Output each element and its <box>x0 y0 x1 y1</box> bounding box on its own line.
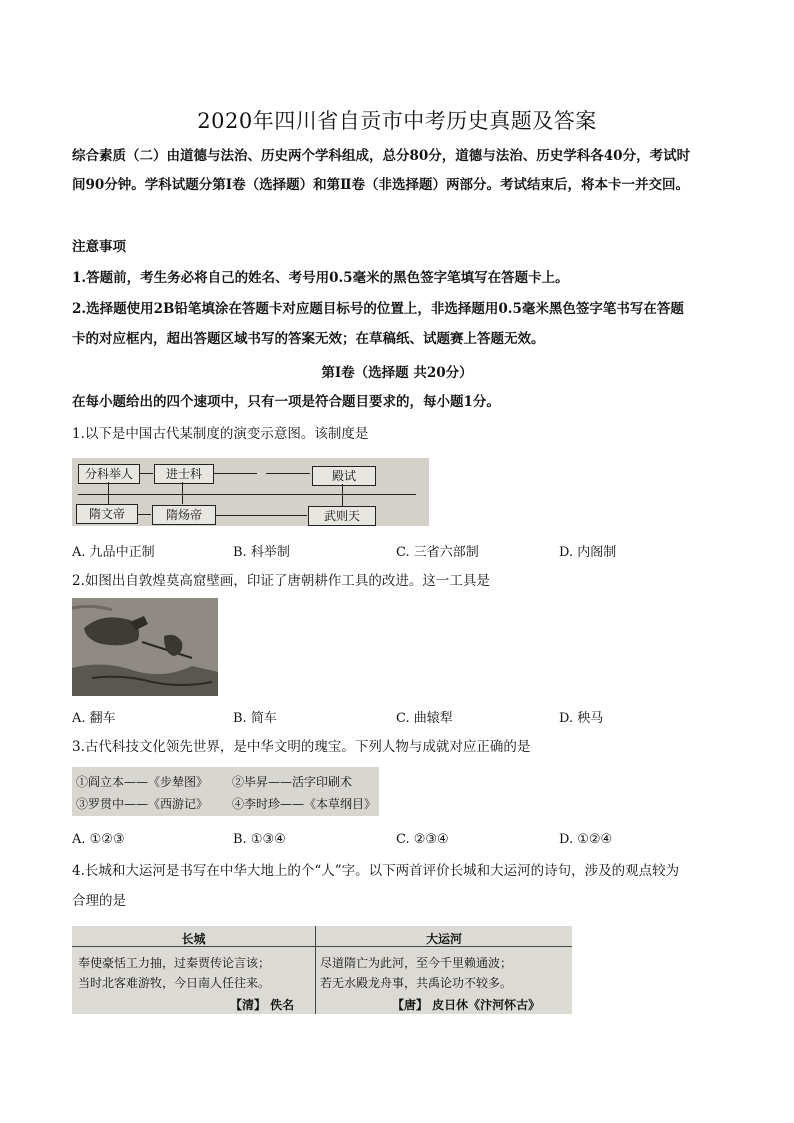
mural-illustration <box>72 598 218 696</box>
poem-great-wall <box>72 926 316 1014</box>
question-3-figure <box>72 767 379 816</box>
fig1-box-bottom-2: 隋炀帝 <box>152 505 216 525</box>
question-1-figure <box>72 458 429 526</box>
poem-grand-canal-line-2: 若无水殿龙舟事，共禹论功不较多。 <box>320 976 513 990</box>
q3-option-b[interactable]: B. ①③④ <box>233 832 286 847</box>
page-title: 2020年四川省自贡市中考历史真题及答案 <box>197 109 597 133</box>
question-4-stem-2: 合理的是 <box>72 893 126 909</box>
fig3-line-1-right: ②毕昇——活字印刷术 <box>232 775 353 789</box>
question-1-options <box>72 541 724 561</box>
q2-option-d[interactable]: D. 秧马 <box>559 711 604 726</box>
section-instruction: 在每小题给出的四个速项中，只有一项是符合题目要求的，每小题1分。 <box>72 394 500 410</box>
fig1-box-bottom-3: 武则天 <box>308 506 376 526</box>
q2-option-a[interactable]: A. 翻车 <box>72 711 116 726</box>
fig1-box-top-1: 分科举人 <box>78 464 140 484</box>
question-3-stem: 3.古代科技文化领先世界，是中华文明的瑰宝。下列人物与成就对应正确的是 <box>72 739 531 755</box>
notice-item-2-cont: 卡的对应框内，超出答题区域书写的答案无效；在草稿纸、试题赛上答题无效。 <box>72 331 545 347</box>
section-title: 第Ⅰ卷（选择题 共20分） <box>321 365 473 381</box>
question-4-figure <box>72 926 572 1014</box>
q3-option-a[interactable]: A. ①②③ <box>72 832 125 847</box>
poem-grand-canal <box>316 926 572 1014</box>
notice-item-1: 1.答题前，考生务必将自己的姓名、考号用0.5毫米的黑色签字笔填写在答题卡上。 <box>72 270 569 286</box>
poem-great-wall-line-1: 奉使豪恬工力抽，过秦贾传论言该； <box>78 956 271 970</box>
q3-option-c[interactable]: C. ②③④ <box>396 832 449 847</box>
q2-option-b[interactable]: B. 简车 <box>233 711 277 726</box>
notice-heading: 注意事项 <box>72 239 126 255</box>
poem-great-wall-title: 长城 <box>181 932 206 946</box>
intro-line-2: 间90分钟。学科试题分第Ⅰ卷（选择题）和第Ⅱ卷（非选择题）两部分。考试结束后，将本卡一并交回。 <box>72 177 689 193</box>
q1-option-c[interactable]: C. 三省六部制 <box>396 545 479 560</box>
question-2-stem: 2.如图出自敦煌莫高窟壁画，印证了唐朝耕作工具的改进。这一工具是 <box>72 573 490 589</box>
fig3-line-2-left: ③罗贯中——《西游记》 <box>76 797 209 811</box>
fig1-box-top-2: 进士科 <box>154 464 214 484</box>
q1-option-d[interactable]: D. 内阁制 <box>559 545 617 560</box>
q2-option-c[interactable]: C. 曲辕犁 <box>396 711 453 726</box>
question-1-stem: 1.以下是中国古代某制度的演变示意图。该制度是 <box>72 426 369 442</box>
poem-grand-canal-line-1: 尽道隋亡为此河，至今千里赖通波； <box>320 956 513 970</box>
q1-option-a[interactable]: A. 九品中正制 <box>72 545 155 560</box>
fig3-line-2-right: ④李时珍——《本草纲目》 <box>232 797 377 811</box>
question-2-options <box>72 707 724 727</box>
poem-great-wall-line-2: 当时北客难游牧，今日南人任往来。 <box>78 976 271 990</box>
question-4-stem-1: 4.长城和大运河是书写在中华大地上的个“人”字。以下两首评价长城和大运河的诗句，涉及的观点较为 <box>72 863 680 879</box>
poem-great-wall-source: 【清】 佚名 <box>230 998 295 1012</box>
q3-option-d[interactable]: D. ①②④ <box>559 832 613 847</box>
intro-line-1: 综合素质（二）由道德与法治、历史两个学科组成，总分80分，道德与法治、历史学科各40分，考试时 <box>72 148 691 164</box>
poem-grand-canal-source: 【唐】 皮日休《汴河怀古》 <box>392 998 541 1012</box>
poem-grand-canal-title: 大运河 <box>425 932 462 946</box>
fig1-box-top-3: 殿试 <box>312 466 376 486</box>
notice-item-2: 2.选择题使用2B铅笔填涂在答题卡对应题目标号的位置上，非选择题用0.5毫米黑色签字笔书写在答题 <box>72 301 684 317</box>
fig1-box-bottom-1: 隋文帝 <box>76 504 138 524</box>
q1-option-b[interactable]: B. 科举制 <box>233 545 290 560</box>
question-2-mural-image <box>72 598 218 696</box>
fig3-line-1-left: ①阎立本——《步辇图》 <box>76 775 209 789</box>
question-3-options <box>72 832 724 852</box>
